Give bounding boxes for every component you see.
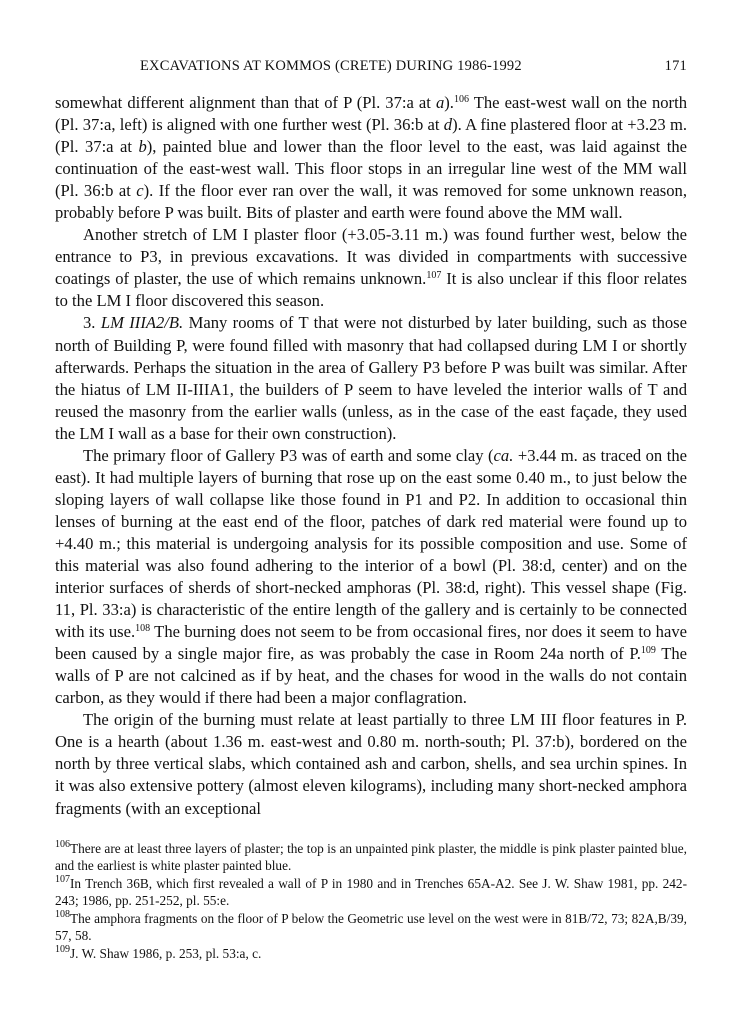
paragraph-5 [55, 709, 687, 819]
running-header [55, 58, 687, 80]
text-run: The burning does not seem to be from occasional fires, nor does it seem to have been caused by a single major fire, as was probably the case in Room 24a north of P. [55, 622, 688, 664]
text-run: Many rooms of T that were not disturbed by later building, such as those north of Building P, were found filled with masonry that had collapsed during LM I or shortly afterwards. Perhaps the situation in the area of Gallery P3 before P was built was similar. After the hiatus of LM II-IIIA1, the builders of P seem to have leveled the interior walls of T and reused the masonry from the earlier walls (unless, as in the case of the east façade, they used the LM I wall as a base for their own construction). [55, 313, 687, 443]
italic-run: b [138, 137, 147, 157]
footnote-text: J. W. Shaw 1986, p. 253, pl. 53:a, c. [70, 945, 262, 961]
text-run: It is also unclear if this floor relates to the LM I floor discovered this season. [55, 269, 687, 311]
footnote-ref-108[interactable]: 108 [135, 623, 151, 635]
footnote-number: 106 [55, 838, 70, 850]
text-run: +3.44 m. as traced on the east). It had multiple layers of burning that rose up on the east some 0.40 m., to just below the sloping layers of wall collapse like those found in P1 and P2. In addition to occasional thin lenses of burning at the east end of the floor, patches of dark red material were found up to +4.40 m.; this material is undergoing analysis for its possible composition and use. Some of this material was also found adhering to the interior of a bowl (Pl. 38:d, center) and on the interior surfaces of sherds of short-necked amphoras (Pl. 38:d, right). This vessel shape (Fig. 11, Pl. 33:a) is characteristic of the entire length of the gallery and is certainly to be connected with its use. [55, 445, 687, 642]
paragraph-1 [55, 92, 687, 224]
text-run: ). If the floor ever ran over the wall, it was removed for some unknown reason, probably before P was built. Bits of plaster and earth were found above the MM wall. [55, 181, 688, 223]
text-run: Another stretch of LM I plaster floor (+3.05-3.11 m.) was found further west, below the entrance to P3, in previous excavations. It was divided in compartments with successive coatings of plaster, the use of which remains unknown. [55, 225, 687, 289]
text-run: The walls of P are not calcined as if by heat, and the chases for wood in the walls do not contain carbon, as they would if there had been a major conflagration. [55, 644, 687, 708]
text-run: somewhat different alignment than that of P (Pl. 37:a at [55, 93, 436, 112]
footnote-106 [55, 840, 687, 875]
footnote-number: 109 [55, 943, 70, 955]
page-number: 171 [664, 58, 687, 74]
footnote-109 [55, 945, 687, 963]
footnote-text: There are at least three layers of plaster; the top is an unpainted pink plaster, the middle is pink plaster painted blue, and the earliest is white plaster painted blue. [55, 840, 687, 874]
body-text [55, 92, 687, 820]
italic-run: d [443, 115, 453, 135]
footnote-text: The amphora fragments on the floor of P below the Geometric use level on the west were in 81B/72, 73; 82A,B/39, 57, 58. [55, 910, 687, 944]
section-heading: LM IIIA2/B. [100, 313, 184, 333]
footnote-text: In Trench 36B, which first revealed a wall of P in 1980 and in Trenches 65A-A2. See J. W. Shaw 1981, pp. 242-243; 1986, pp. 251-252, pl. 55:e. [55, 875, 687, 909]
text-run: ), painted blue and lower than the floor level to the east, was laid against the continuation of the east-west wall. This floor stops in an irregular line west of the MM wall (Pl. 36:b at [55, 137, 687, 201]
italic-run: ca. [493, 445, 514, 465]
italic-run: a [435, 93, 445, 112]
paragraph-3 [55, 312, 687, 444]
text-run: ). [444, 93, 454, 112]
italic-run: c [136, 181, 144, 201]
section-number: 3. [83, 313, 101, 333]
footnotes [55, 840, 687, 963]
text-run: The east-west wall on the north (Pl. 37:a, left) is aligned with one further west (Pl. 36:b at [55, 93, 687, 135]
text-run: ). A fine plastered floor at +3.23 m. (Pl. 37:a at [55, 115, 687, 157]
footnote-ref-107[interactable]: 107 [426, 270, 442, 282]
footnote-number: 107 [55, 873, 70, 885]
footnote-107 [55, 875, 687, 910]
footnote-108 [55, 910, 687, 945]
paragraph-2 [55, 224, 687, 312]
footnote-ref-109[interactable]: 109 [640, 645, 656, 657]
text-run: The primary floor of Gallery P3 was of earth and some clay ( [83, 445, 494, 465]
footnote-ref-106[interactable]: 106 [453, 94, 469, 105]
running-title: EXCAVATIONS AT KOMMOS (CRETE) DURING 1986-1992 [140, 58, 522, 74]
text-run: The origin of the burning must relate at least partially to three LM III floor features in P. One is a hearth (about 1.36 m. east-west and 0.80 m. north-south; Pl. 37:b), bordered on the north by three vertical slabs, which contained ash and carbon, shells, and sea urchin spines. In it was also extensive pottery (almost eleven kilograms), including many short-necked amphora fragments (with an exceptional [55, 710, 687, 818]
page [55, 58, 687, 962]
paragraph-4 [55, 445, 687, 710]
footnote-number: 108 [55, 908, 70, 920]
